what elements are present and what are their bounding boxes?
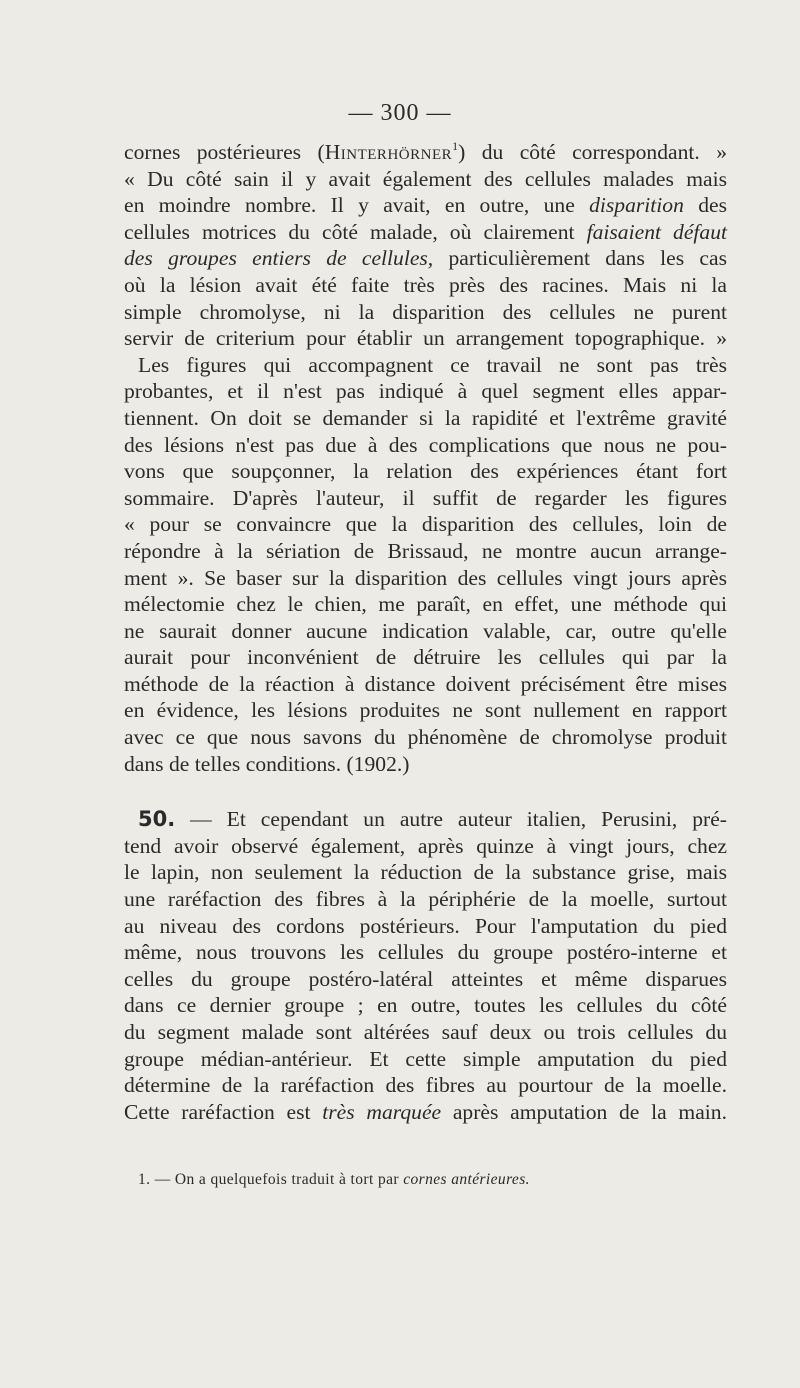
- paragraph-3: [124, 806, 727, 1125]
- text-line: détermine de la raréfaction des fibres au pourtour de la moelle.: [124, 1073, 727, 1098]
- text-line: cellules motrices du côté malade, où clairement faisaient défaut: [124, 219, 727, 244]
- text-line: sommaire. D'après l'auteur, il suffit de regarder les figures: [124, 485, 727, 510]
- footnote-number: 1.: [138, 1171, 151, 1188]
- page-number: — 300 —: [348, 100, 452, 126]
- text-line: probantes, et il n'est pas indiqué à quel segment elles appar-: [124, 379, 727, 404]
- text-line: tend avoir observé également, après quinze à vingt jours, chez: [124, 833, 727, 858]
- text-line: des groupes entiers de cellules, particulièrement dans les cas: [124, 246, 727, 271]
- text-line: une raréfaction des fibres à la périphérie de la moelle, surtout: [124, 887, 727, 912]
- text-line: celles du groupe postéro-latéral atteintes et même disparues: [124, 966, 727, 991]
- text-line: avec ce que nous savons du phénomène de chromolyse produit: [124, 725, 727, 750]
- emphasis: disparition: [589, 193, 684, 218]
- emphasis: cornes antérieures.: [403, 1171, 530, 1188]
- text-line: tiennent. On doit se demander si la rapidité et l'extrême gravité: [124, 405, 727, 430]
- text-line: du segment malade sont altérées sauf deux ou trois cellules du: [124, 1020, 727, 1044]
- text-line: vons que soupçonner, la relation des expériences étant fort: [124, 459, 727, 484]
- text-line: où la lésion avait été faite très près des racines. Mais ni la: [124, 272, 727, 297]
- footnote: 1. — On a quelquefois traduit à tort par cornes antérieures.: [138, 1171, 530, 1188]
- text-line: servir de criterium pour établir un arrangement topographique. »: [124, 326, 727, 351]
- text-line: simple chromolyse, ni la disparition des cellules ne purent: [124, 299, 727, 324]
- paragraph-2: [124, 352, 727, 778]
- text-line: « Du côté sain il y avait également des cellules malades mais: [124, 166, 727, 191]
- text-line: le lapin, non seulement la réduction de la substance grise, mais: [124, 860, 727, 885]
- footnote-ref: 1: [452, 139, 459, 153]
- author-name: Hinterhörner: [324, 140, 453, 164]
- emphasis: faisaient défaut: [586, 219, 727, 244]
- text-line: mélectomie chez le chien, me paraît, en effet, une méthode qui: [124, 592, 727, 617]
- text-line: ne saurait donner aucune indication valable, car, outre qu'elle: [124, 618, 727, 643]
- paragraph-1: [124, 139, 727, 352]
- text-line: « pour se convaincre que la disparition des cellules, loin de: [124, 512, 727, 537]
- text-line: ment ». Se baser sur la disparition des cellules vingt jours après: [124, 565, 727, 590]
- text-line: méthode de la réaction à distance doivent précisément être mises: [124, 671, 727, 696]
- text-line: des lésions n'est pas due à des complications que nous ne pou-: [124, 432, 727, 457]
- emphasis: des groupes entiers de cellules,: [124, 246, 434, 271]
- body-text: [124, 139, 727, 1125]
- text-line: Les figures qui accompagnent ce travail ne sont pas très: [138, 352, 727, 377]
- text-line: Cette raréfaction est très marquée après amputation de la main.: [124, 1099, 728, 1124]
- text-line: en moindre nombre. Il y avait, en outre, une disparition des: [124, 193, 727, 218]
- text-line: cornes postérieures (Hinterhörner$^1$) du côté correspondant. »: [124, 139, 727, 164]
- text-line: en évidence, les lésions produites ne sont nullement en rapport: [124, 698, 727, 723]
- text-line: 50. — Et cependant un autre auteur italien, Perusini, pré-: [138, 807, 727, 832]
- text-line: dans ce dernier groupe ; en outre, toutes les cellules du côté: [124, 993, 727, 1018]
- paragraph-gap: [124, 777, 727, 806]
- text-line: répondre à la sériation de Brissaud, ne montre aucun arrange-: [124, 538, 727, 563]
- section-number: 50.: [138, 807, 176, 832]
- text-line: au niveau des cordons postérieurs. Pour l'amputation du pied: [124, 913, 727, 938]
- text-line: dans de telles conditions. (1902.): [124, 751, 410, 776]
- text-line: aurait pour inconvénient de détruire les cellules qui par la: [124, 645, 727, 670]
- text-line: groupe médian-antérieur. Et cette simple amputation du pied: [124, 1046, 727, 1071]
- text-line: même, nous trouvons les cellules du groupe postéro-interne et: [124, 940, 727, 965]
- emphasis: très marquée: [322, 1099, 442, 1124]
